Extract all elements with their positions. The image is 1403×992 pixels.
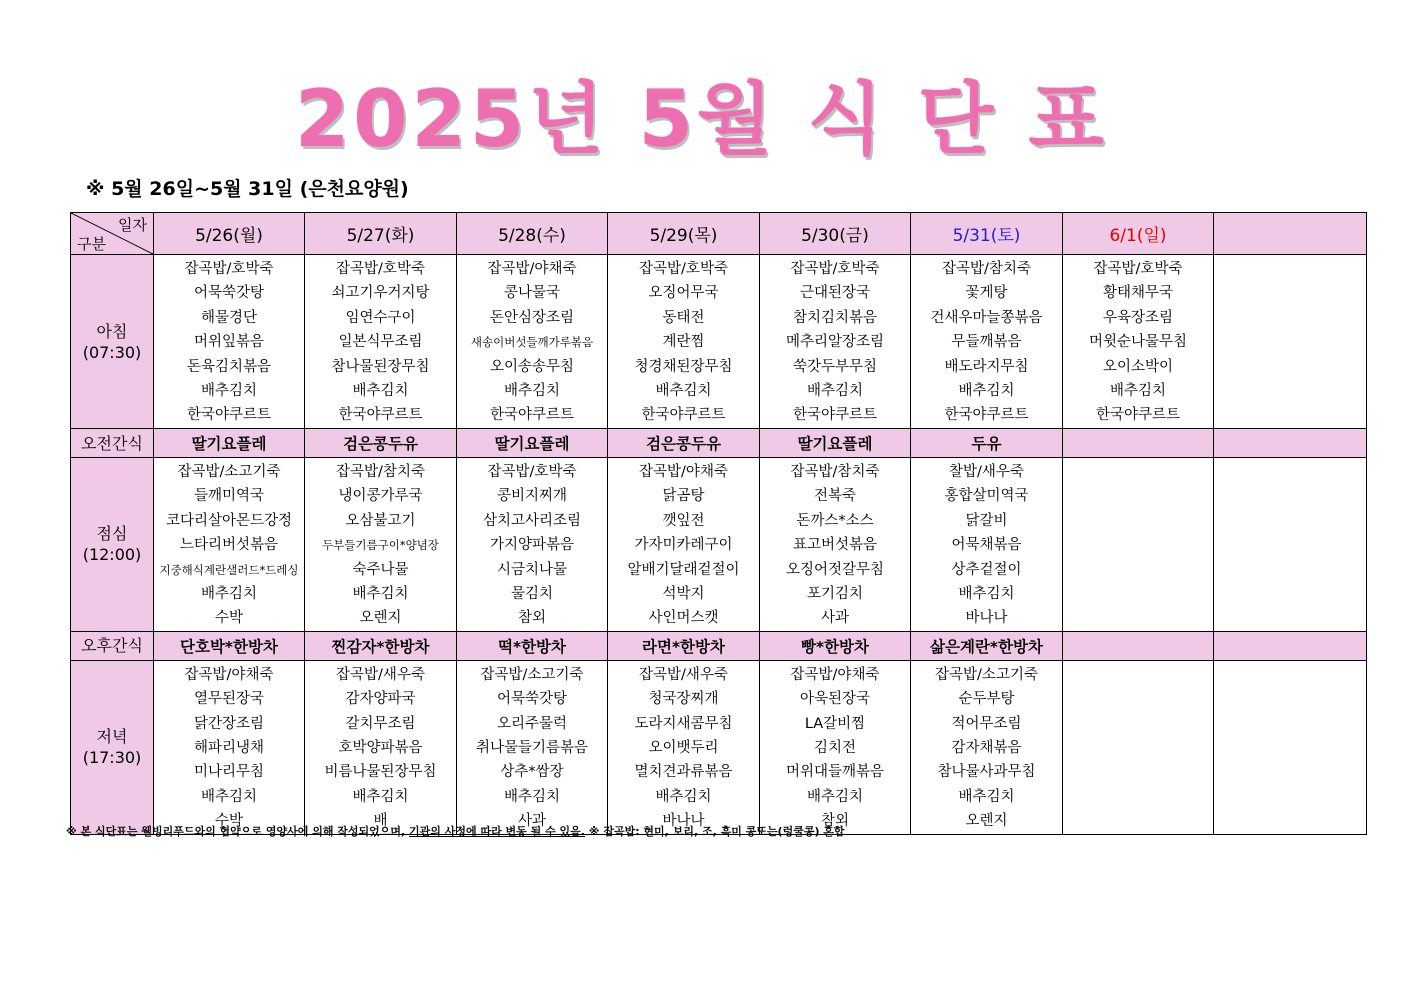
dish-item: 배추김치: [958, 382, 1015, 399]
dish-item: 우육장조림: [1102, 309, 1174, 326]
dish-item: 오이뱃두리: [648, 739, 719, 756]
header-row: [71, 213, 1367, 255]
dish-item: 계란찜: [662, 334, 705, 351]
afternoon-snack-row: [71, 631, 1367, 660]
dish-item: 돈육김치볶음: [186, 358, 272, 375]
dish-item: 동태전: [662, 309, 705, 326]
meal-time: (12:00): [82, 545, 142, 565]
dish-item: 오삼불고기: [345, 512, 416, 529]
dish-item: 머윗순나물무침: [1088, 334, 1188, 351]
meal-cell: [305, 458, 457, 632]
dish-item: 감자채볶음: [951, 739, 1022, 756]
dish-item: 잡곡밥/참치죽: [942, 261, 1031, 277]
meal-name: 점심: [96, 524, 128, 544]
dish-list: [1214, 255, 1366, 257]
dish-list: [760, 458, 910, 631]
dish-item: 오렌지: [965, 813, 1008, 830]
dish-item: 배추김치: [655, 382, 712, 399]
dish-item: 순두부탕: [958, 691, 1015, 708]
dish-item: 알배기달래겉절이: [627, 561, 740, 578]
dish-item: 새송이버섯들깨가루볶음: [470, 335, 594, 350]
dish-item: 잡곡밥/야채죽: [639, 464, 728, 480]
meal-cell: [760, 660, 911, 834]
dish-item: 잡곡밥/호박죽: [790, 261, 880, 277]
snack-label: 오전간식: [71, 429, 154, 458]
dish-list: [608, 255, 759, 428]
dish-item: 표고버섯볶음: [792, 537, 878, 554]
dish-item: 아욱된장국: [799, 691, 871, 708]
dish-list: [911, 255, 1062, 428]
dish-item: 오징어무국: [648, 285, 719, 302]
meal-cell: [305, 660, 457, 834]
dish-item: 가자미카레구이: [634, 537, 733, 554]
corner-date-label: 일자: [118, 216, 147, 234]
dish-item: 배도라지무침: [944, 358, 1029, 375]
snack-item: [1063, 631, 1214, 660]
dish-item: 사과: [517, 813, 546, 830]
dish-item: 비름나물된장무침: [324, 764, 437, 781]
meal-cell: [608, 458, 760, 632]
dish-item: 콩비지찌개: [496, 488, 568, 505]
corner-category-label: 구분: [77, 235, 106, 253]
snack-item: 찐감자*한방차: [305, 631, 457, 660]
dish-item: 취나물들기름볶음: [475, 739, 589, 756]
dish-item: 수박: [214, 813, 243, 830]
dish-item: 참외: [820, 813, 849, 830]
snack-item: 딸기요플레: [457, 429, 608, 458]
meal-cell: [760, 458, 911, 632]
snack-item: 라면*한방차: [608, 631, 760, 660]
dish-item: 배추김치: [503, 382, 561, 399]
footnote-text: ※ 본 식단표는 웰빙리푸드와의 협약으로 영양사에 의해 작성되었으며,: [66, 825, 410, 838]
dish-list: [1214, 661, 1366, 663]
dish-item: 한국야쿠르트: [641, 407, 726, 424]
dish-item: 배추김치: [503, 788, 561, 805]
morning-snack-row: [71, 429, 1367, 458]
dinner-row: [71, 660, 1367, 834]
dish-item: 잡곡밥/참치죽: [336, 464, 425, 480]
dish-item: 코다리살아몬드강정: [165, 512, 293, 529]
dish-item: 배추김치: [352, 382, 409, 399]
dish-item: 일본식무조림: [338, 334, 423, 351]
meal-cell: [457, 255, 608, 429]
dish-item: 오리주물럭: [496, 715, 568, 732]
snack-item: [1063, 429, 1214, 458]
dish-item: 김치전: [813, 739, 857, 756]
dish-list: [608, 458, 759, 631]
dish-list: [760, 661, 910, 834]
meal-cell: [457, 660, 608, 834]
dish-item: 돈까스*소스: [796, 512, 874, 529]
dish-item: 머위대들깨볶음: [785, 764, 885, 781]
dish-list: [1063, 661, 1213, 663]
dish-item: 오이송송무침: [489, 358, 575, 375]
meal-cell: [760, 255, 911, 429]
dish-item: 석박지: [662, 585, 705, 602]
dish-item: 포기김치: [806, 585, 864, 602]
meal-cell: [1063, 255, 1214, 429]
meal-cell: [154, 660, 305, 834]
meal-label: [71, 660, 154, 834]
dish-list: [760, 255, 910, 428]
day-header: 5/28(수): [457, 213, 608, 255]
snack-item: 딸기요플레: [760, 429, 911, 458]
snack-item: [1214, 429, 1367, 458]
dish-item: 적어무조림: [951, 715, 1022, 732]
dish-item: 느타리버섯볶음: [179, 537, 279, 554]
meal-cell: [305, 255, 457, 429]
dish-item: 시금치나물: [496, 561, 568, 578]
dish-list: [305, 458, 456, 631]
dish-item: 머위잎볶음: [193, 334, 265, 351]
dish-item: 잡곡밥/참치죽: [790, 464, 880, 480]
meal-label: [71, 458, 154, 632]
dish-item: 가지양파볶음: [489, 537, 575, 554]
day-header: [1214, 213, 1367, 255]
dish-item: 오징어젓갈무침: [785, 561, 885, 578]
meal-cell: [154, 458, 305, 632]
dish-list: [1214, 458, 1366, 460]
meal-cell: [1214, 458, 1367, 632]
dish-item: 잡곡밥/소고기죽: [177, 464, 281, 480]
dish-item: 해물경단: [200, 309, 258, 326]
dish-item: 잡곡밥/야채죽: [790, 666, 880, 683]
dish-item: 전복죽: [813, 488, 857, 505]
dish-item: 청국장찌개: [648, 691, 719, 708]
dish-item: 닭갈비: [965, 512, 1008, 529]
dish-item: 메추리알장조림: [785, 334, 885, 351]
dish-item: 사과: [820, 610, 849, 627]
meal-cell: [154, 255, 305, 429]
dish-item: 어묵쑥갓탕: [496, 691, 568, 708]
snack-item: 두유: [911, 429, 1063, 458]
dish-list: [305, 255, 456, 428]
dish-item: 바나나: [965, 610, 1008, 627]
snack-item: 단호박*한방차: [154, 631, 305, 660]
dish-list: [305, 661, 456, 834]
dish-item: 배추김치: [1109, 382, 1167, 399]
dish-item: 물김치: [510, 585, 554, 602]
meal-cell: [1214, 660, 1367, 834]
menu-table: [70, 212, 1367, 835]
dish-item: 냉이콩가루국: [338, 488, 423, 505]
dish-item: 두부들기름구이*양념장: [322, 538, 439, 553]
dish-item: 해파리냉채: [193, 739, 265, 756]
dish-item: 배추김치: [200, 585, 258, 602]
dish-item: 잡곡밥/소고기죽: [935, 666, 1038, 683]
dish-item: 사인머스캣: [648, 610, 719, 627]
dish-item: 잡곡밥/호박죽: [1093, 261, 1183, 277]
dish-item: 참나물사과무침: [937, 764, 1036, 781]
dish-item: 황태채무국: [1102, 285, 1174, 302]
day-header: 5/29(목): [608, 213, 760, 255]
footnote: [66, 824, 845, 840]
meal-name: 저녁: [96, 727, 128, 747]
meal-time: (07:30): [82, 342, 142, 362]
dish-list: [911, 458, 1062, 631]
header-corner: [71, 213, 154, 255]
day-header-saturday: 5/31(토): [911, 213, 1063, 255]
dish-item: 찰밥/새우죽: [949, 464, 1024, 480]
dish-item: 배: [373, 813, 388, 830]
snack-item: 검은콩두유: [305, 429, 457, 458]
dish-item: 깻잎전: [662, 512, 705, 529]
dish-list: [911, 661, 1062, 834]
dish-item: 배추김치: [958, 788, 1015, 805]
dish-item: 상추겉절이: [951, 561, 1022, 578]
dish-item: 배추김치: [655, 788, 712, 805]
dish-item: 배추김치: [200, 788, 258, 805]
dish-item: 들깨미역국: [193, 488, 265, 505]
dish-item: 닭간장조림: [193, 715, 265, 732]
dish-item: 잡곡밥/야채죽: [184, 666, 274, 683]
breakfast-row: [71, 255, 1367, 429]
footnote-grain-note: ※ 잡곡밥: 현미, 보리, 조, 흑미 콩또는(렁쿨콩) 혼합: [584, 825, 845, 838]
dish-item: 바나나: [662, 813, 705, 830]
dish-item: 오렌지: [359, 610, 402, 627]
snack-item: 검은콩두유: [608, 429, 760, 458]
dish-item: 잡곡밥/호박죽: [184, 261, 274, 277]
dish-item: 상추*쌈장: [500, 764, 564, 781]
dish-item: 도라지새콤무침: [634, 715, 733, 732]
lunch-row: [71, 458, 1367, 632]
dish-item: 홍합살미역국: [944, 488, 1029, 505]
meal-cell: [1214, 255, 1367, 429]
dish-item: 멸치견과류볶음: [634, 764, 733, 781]
meal-cell: [911, 255, 1063, 429]
dish-item: 임연수구이: [345, 309, 416, 326]
day-header: 5/30(금): [760, 213, 911, 255]
dish-item: 돈안심장조림: [489, 309, 575, 326]
snack-item: 삶은계란*한방차: [911, 631, 1063, 660]
dish-item: 잡곡밥/호박죽: [487, 464, 577, 480]
dish-item: 배추김치: [352, 788, 409, 805]
dish-item: 한국야쿠르트: [186, 407, 272, 424]
dish-item: 쇠고기우거지탕: [331, 285, 430, 302]
dish-item: 한국야쿠르트: [489, 407, 575, 424]
dish-item: 미나리무침: [193, 764, 265, 781]
dish-item: 잡곡밥/야채죽: [487, 261, 577, 277]
dish-item: 배추김치: [200, 382, 258, 399]
dish-item: 한국야쿠르트: [944, 407, 1029, 424]
dish-item: 배추김치: [352, 585, 409, 602]
dish-list: [608, 661, 759, 834]
dish-item: 잡곡밥/새우죽: [639, 666, 728, 683]
dish-item: 열무된장국: [193, 691, 265, 708]
dish-item: 어묵채볶음: [951, 537, 1022, 554]
period-subtitle: ※ 5월 26일~5월 31일 (은천요양원): [86, 178, 409, 200]
snack-item: 떡*한방차: [457, 631, 608, 660]
meal-cell: [911, 660, 1063, 834]
snack-item: 딸기요플레: [154, 429, 305, 458]
dish-item: 참치김치볶음: [792, 309, 878, 326]
dish-list: [154, 458, 304, 631]
day-header: 5/27(화): [305, 213, 457, 255]
dish-item: 잡곡밥/새우죽: [336, 666, 425, 683]
meal-label: [71, 255, 154, 429]
dish-list: [457, 458, 607, 631]
dish-item: 한국야쿠르트: [338, 407, 423, 424]
dish-item: 어묵쑥갓탕: [193, 285, 265, 302]
dish-list: [154, 661, 304, 834]
dish-item: 쑥갓두부무침: [792, 358, 878, 375]
meal-cell: [1063, 458, 1214, 632]
snack-item: 빵*한방차: [760, 631, 911, 660]
dish-item: 참나물된장무침: [331, 358, 430, 375]
dish-item: 건새우마늘쫑볶음: [930, 309, 1043, 326]
day-header-sunday: 6/1(일): [1063, 213, 1214, 255]
dish-item: 지중해식계란샐러드*드레싱: [159, 562, 299, 577]
dish-item: 오이소박이: [1102, 358, 1174, 375]
dish-list: [457, 255, 607, 428]
dish-item: 삼치고사리조림: [482, 512, 582, 529]
meal-name: 아침: [96, 321, 128, 341]
dish-item: 청경채된장무침: [634, 358, 733, 375]
dish-item: 잡곡밥/호박죽: [639, 261, 728, 277]
dish-item: 참외: [517, 610, 546, 627]
meal-cell: [457, 458, 608, 632]
dish-item: 배추김치: [806, 788, 864, 805]
dish-item: 근대된장국: [799, 285, 871, 302]
dish-item: 수박: [214, 610, 243, 627]
dish-list: [1063, 255, 1213, 428]
dish-item: 잡곡밥/소고기죽: [480, 666, 584, 683]
dish-item: 한국야쿠르트: [792, 407, 878, 424]
dish-list: [154, 255, 304, 428]
day-header: 5/26(월): [154, 213, 305, 255]
dish-item: 콩나물국: [503, 285, 561, 302]
dish-item: 무들깨볶음: [951, 334, 1022, 351]
dish-list: [457, 661, 607, 834]
dish-item: 숙주나물: [352, 561, 409, 578]
snack-item: [1214, 631, 1367, 660]
meal-cell: [911, 458, 1063, 632]
page-title: 2025년 5월 식 단 표: [295, 75, 1108, 165]
meal-time: (17:30): [82, 748, 142, 768]
dish-item: 꽃게탕: [965, 285, 1008, 302]
footnote-notice: 기관의 사정에 따라 변동 될 수 있음.: [409, 825, 585, 838]
dish-item: 한국야쿠르트: [1095, 407, 1181, 424]
dish-item: 감자양파국: [345, 691, 416, 708]
snack-label: 오후간식: [71, 631, 154, 660]
dish-item: 닭곰탕: [662, 488, 705, 505]
meal-cell: [1063, 660, 1214, 834]
dish-item: 잡곡밥/호박죽: [336, 261, 425, 277]
meal-cell: [608, 660, 760, 834]
meal-cell: [608, 255, 760, 429]
dish-list: [1063, 458, 1213, 460]
dish-item: 배추김치: [806, 382, 864, 399]
dish-item: 갈치무조림: [345, 715, 416, 732]
dish-item: 호박양파볶음: [338, 739, 423, 756]
dish-item: LA갈비찜: [804, 715, 866, 732]
dish-item: 배추김치: [958, 585, 1015, 602]
